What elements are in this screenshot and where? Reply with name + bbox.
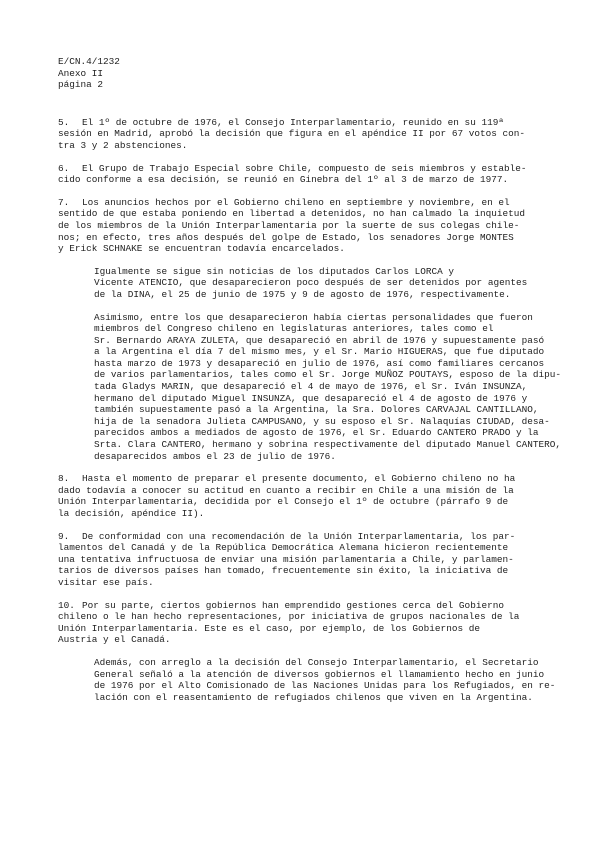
paragraph-line	[58, 577, 551, 589]
paragraph-line	[58, 128, 551, 140]
paragraph-number: 9.	[58, 530, 70, 542]
paragraph-line	[58, 393, 551, 405]
paragraph-text: Vicente ATENCIO, que desaparecieron poco después de ser detenidos por agentes	[94, 277, 528, 289]
paragraph-text: y Erick SCHNAKE se encuentran todavía encarcelados.	[58, 243, 345, 255]
paragraph-text: de la DINA, el 25 de junio de 1975 y 9 de agosto de 1976, respectivamente.	[94, 288, 511, 300]
paragraph-text: Austria y el Canadá.	[58, 634, 171, 646]
paragraph-text: Unión Interparlamentaria. Este es el caso, por ejemplo, de los Gobiernos de	[58, 622, 480, 634]
paragraph	[58, 117, 551, 152]
paragraph-number: 5.	[58, 116, 70, 128]
paragraph-line	[58, 289, 551, 301]
paragraph-line	[58, 174, 551, 186]
paragraph-text: General señaló a la atención de diversos gobiernos el llamamiento hecho en junio	[94, 668, 545, 680]
paragraph-line	[58, 427, 551, 439]
paragraph-line	[58, 451, 551, 463]
paragraph-text: Además, con arreglo a la decisión del Consejo Interparlamentario, el Secretario	[94, 656, 539, 668]
paragraph-line	[58, 565, 551, 577]
paragraph-text: Asimismo, entre los que desaparecieron había ciertas personalidades que fueron	[94, 311, 533, 323]
paragraph-line	[58, 680, 556, 692]
paragraph-line	[58, 554, 551, 566]
paragraph-line	[58, 381, 551, 393]
paragraph-line	[58, 600, 551, 612]
paragraph-number: 10.	[58, 599, 75, 611]
paragraph-text: de varios parlamentarios, tales como el Sr. Jorge MUÑOZ POUTAYS, esposo de la dipu-	[94, 369, 561, 381]
paragraph-text: a la Argentina el día 7 del mismo mes, y el Sr. Mario HIGUERAS, que fue diputado	[94, 346, 545, 358]
document-symbol: E/CN.4/1232	[58, 56, 120, 67]
paragraph-text: de 1976 por el Alto Comisionado de las Naciones Unidas para los Refugiados, en re-	[94, 680, 556, 692]
paragraph-text: hermano del diputado Miguel INSUNZA, que desapareció el 4 de agosto de 1976 y	[94, 392, 528, 404]
paragraph	[58, 311, 561, 463]
document-body	[58, 116, 561, 704]
paragraph-line	[58, 220, 551, 232]
paragraph-line	[58, 232, 551, 244]
paragraph	[58, 197, 551, 255]
paragraph-text: sesión en Madrid, aprobó la decisión que figura en el apéndice II por 67 votos con-	[58, 128, 525, 140]
paragraph-text: cido conforme a esa decisión, se reunió en Ginebra del 1º al 3 de marzo de 1977.	[58, 174, 509, 186]
paragraph-line	[58, 657, 551, 669]
paragraph-text: una tentativa infructuosa de enviar una misión parlamentaria a Chile, y parlamen-	[58, 553, 514, 565]
document-header	[58, 56, 551, 91]
page-label: página 2	[58, 79, 104, 91]
paragraph-text: tada Gladys MARIN, que desapareció el 4 de mayo de 1976, el Sr. Iván INSUNZA,	[94, 381, 528, 393]
paragraph-text: parecidos ambos a mediados de agosto de 1976, el Sr. Eduardo CANTERO PRADO y la	[94, 427, 539, 439]
paragraph-line	[58, 531, 551, 543]
paragraph-text: desaparecidos ambos el 23 de julio de 1976.	[94, 450, 336, 462]
paragraph	[58, 600, 551, 646]
paragraph-line	[58, 277, 551, 289]
paragraph-line	[58, 369, 561, 381]
paragraph-text: tra 3 y 2 abstenciones.	[58, 139, 188, 151]
paragraph-text: De conformidad con una recomendación de la Unión Interparlamentaria, los par-	[82, 530, 516, 542]
paragraph-line	[58, 208, 551, 220]
paragraph	[58, 266, 551, 301]
paragraph-line	[58, 542, 551, 554]
paragraph-line	[58, 117, 551, 129]
paragraph-line	[58, 634, 551, 646]
paragraph-line	[58, 266, 551, 278]
paragraph-line	[58, 692, 551, 704]
paragraph-line	[58, 197, 551, 209]
paragraph	[58, 163, 551, 186]
paragraph-text: El Grupo de Trabajo Especial sobre Chile, compuesto de seis miembros y estable-	[82, 162, 527, 174]
paragraph-line	[58, 323, 551, 335]
paragraph-line	[58, 669, 551, 681]
paragraph	[58, 531, 551, 589]
paragraph-text: miembros del Congreso chileno en legislaturas anteriores, tales como el	[94, 323, 494, 335]
paragraph	[58, 473, 551, 519]
paragraph-text: nos; en efecto, tres años después del golpe de Estado, los senadores Jorge MONTES	[58, 231, 514, 243]
paragraph-line	[58, 335, 551, 347]
paragraph-line	[58, 163, 551, 175]
paragraph-line	[58, 496, 551, 508]
paragraph-line	[58, 312, 551, 324]
paragraph-text: tarios de diversos países han tomado, frecuentemente sin éxito, la iniciativa de	[58, 565, 509, 577]
paragraph-line	[58, 611, 551, 623]
paragraph-text: Sr. Bernardo ARAYA ZULETA, que desapareció en abril de 1976 y supuestamente pasó	[94, 334, 545, 346]
paragraph-line	[58, 346, 551, 358]
paragraph-text: sentido de que estaba poniendo en libertad a detenidos, no han calmado la inquietud	[58, 208, 525, 220]
paragraph-text: Hasta el momento de preparar el presente documento, el Gobierno chileno no ha	[82, 473, 516, 485]
paragraph-text: hasta marzo de 1973 y desapareció en julio de 1976, así como familiares cercanos	[94, 357, 545, 369]
paragraph-text: hija de la senadora Julieta CAMPUSANO, y su esposo el Sr. Nalaquías CIUDAD, desa-	[94, 415, 550, 427]
paragraph-number: 6.	[58, 162, 70, 174]
paragraph-text: Los anuncios hechos por el Gobierno chileno en septiembre y noviembre, en el	[82, 196, 510, 208]
paragraph-line	[58, 508, 551, 520]
paragraph-text: lamentos del Canadá y de la República Democrática Alemana hicieron recientemente	[58, 542, 509, 554]
paragraph-line	[58, 404, 551, 416]
paragraph-text: El 1º de octubre de 1976, el Consejo Interparlamentario, reunido en su 119ª	[82, 116, 504, 128]
paragraph-line	[58, 416, 551, 428]
paragraph-text: de los miembros de la Unión Interparlamentaria por la suerte de sus colegas chile-	[58, 219, 520, 231]
paragraph-number: 7.	[58, 196, 70, 208]
paragraph-line	[58, 140, 551, 152]
paragraph-text: chileno o le han hecho representaciones, por iniciativa de grupos nacionales de la	[58, 611, 520, 623]
paragraph-text: lación con el reasentamiento de refugiados chilenos que viven en la Argentina.	[94, 691, 533, 703]
paragraph-text: Igualmente se sigue sin noticias de los diputados Carlos LORCA y	[94, 265, 455, 277]
paragraph-line	[58, 485, 551, 497]
paragraph-text: dado todavía a conocer su actitud en cuanto a recibir en Chile a una misión de la	[58, 484, 514, 496]
paragraph-line	[58, 358, 551, 370]
paragraph	[58, 656, 556, 703]
paragraph-text: la decisión, apéndice II).	[58, 508, 205, 519]
paragraph-text: Por su parte, ciertos gobiernos han emprendido gestiones cerca del Gobierno	[82, 599, 504, 611]
paragraph-text: Unión Interparlamentaria, decidida por el Consejo el 1º de octubre (párrafo 9 de	[58, 496, 509, 508]
paragraph-text: también supuestamente pasó a la Argentina, la Sra. Dolores CARVAJAL CANTILLANO,	[94, 404, 539, 416]
annex-label: Anexo II	[58, 67, 104, 79]
paragraph-text: visitar ese país.	[58, 576, 154, 588]
paragraph-line	[58, 439, 561, 451]
paragraph-line	[58, 473, 551, 485]
paragraph-number: 8.	[58, 473, 70, 485]
paragraph-line	[58, 243, 551, 255]
paragraph-line	[58, 623, 551, 635]
paragraph-text: Srta. Clara CANTERO, hermano y sobrina respectivamente del diputado Manuel CANTERO,	[94, 439, 561, 451]
